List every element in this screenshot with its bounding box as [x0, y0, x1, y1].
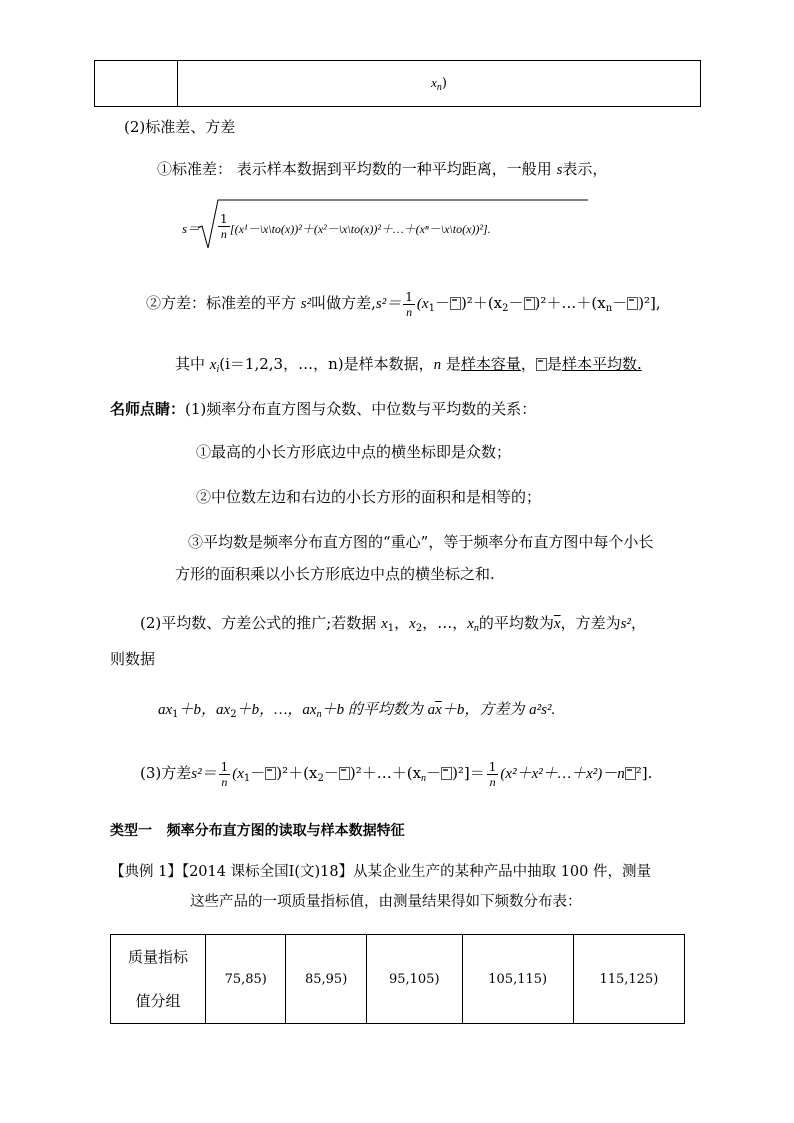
- std-definition: ①标准差： 表示样本数据到平均数的一种平均距离，一般用 s表示，: [157, 160, 608, 178]
- mean-placeholder-icon: [625, 767, 636, 780]
- mean-placeholder-icon: [524, 297, 535, 310]
- type1-heading: 类型一 频率分布直方图的读取与样本数据特征: [110, 823, 405, 839]
- tips-item-3b: 方形的面积乘以小长方形底边中点的横坐标之和.: [175, 565, 495, 583]
- generalization-line3: $ax_1+b$，$ax_2+b$，…，$ax_n+b$ 的平均数为 $a\overline{x}+b$，方差为 a²s².: [158, 702, 556, 720]
- mean-placeholder-icon: [627, 297, 638, 310]
- generalization-line2: 则数据: [110, 650, 156, 668]
- mean-placeholder-icon: [450, 297, 461, 310]
- section-heading-std-var: (2)标准差、方差: [124, 118, 236, 136]
- tips-item-1: ①最高的小长方形底边中点的横坐标即是众数；: [196, 443, 512, 461]
- generalization-line1: (2)平均数、方差公式的推广;若数据 $x_1$，$x_2$，…，$x_n$的平均数为$\overline{x}$，方差为s²，: [140, 614, 646, 634]
- tips-item-3a: ③平均数是频率分布直方图的“重心”，等于频率分布直方图中每个小长: [188, 533, 654, 551]
- example-line2: 这些产品的一项质量指标值，由测量结果得如下频数分布表：: [190, 894, 582, 910]
- tips-item-2: ②中位数左边和右边的小长方形的面积和是相等的；: [196, 488, 542, 506]
- mean-placeholder-icon: [441, 767, 452, 780]
- table-cell: 75,85): [206, 935, 286, 1024]
- table-cell: 115,125): [573, 935, 684, 1024]
- top-table-cell-right: $x_n$): [178, 61, 701, 107]
- variance-formula-3: (3)方差s²＝ $\frac{1}{n}$ $(x_1- )^2+(x_2-$ )$^2+\dots+(x_n- )^2]=$ $\frac{1}{n}$ (x²＋x²＋…＋x²)－n ²].: [140, 759, 653, 789]
- table-header-cell: 质量指标 值分组: [111, 935, 206, 1024]
- table-cell: 95,105): [366, 935, 462, 1024]
- variance-note: 其中 $x_i(i=1,2,3$，…，n)是样本数据，n 是样本容量， 是样本平均数.: [175, 355, 642, 375]
- mean-placeholder-icon: [536, 358, 547, 371]
- table-cell: 105,115): [462, 935, 573, 1024]
- example-line1: 【典例 1】【2014 课标全国Ⅰ(文)18】从某企业生产的某种产品中抽取 100 件，测量: [110, 864, 651, 880]
- top-table: [94, 60, 701, 107]
- variance-definition: ②方差：标准差的平方 s²叫做方差,s²＝ $\frac{1}{n}$ $(x_1- )^2+(x_2-$ )$^2+\dots+(x_n- )^2$],: [146, 289, 661, 319]
- mean-placeholder-icon: [265, 767, 276, 780]
- mean-placeholder-icon: [339, 767, 350, 780]
- tips-intro: 名师点睛：(1)频率分布直方图与众数、中位数与平均数的关系：: [110, 400, 537, 418]
- top-table-cell-left: [95, 61, 178, 107]
- frequency-table: [110, 934, 685, 1024]
- table-cell: 85,95): [286, 935, 366, 1024]
